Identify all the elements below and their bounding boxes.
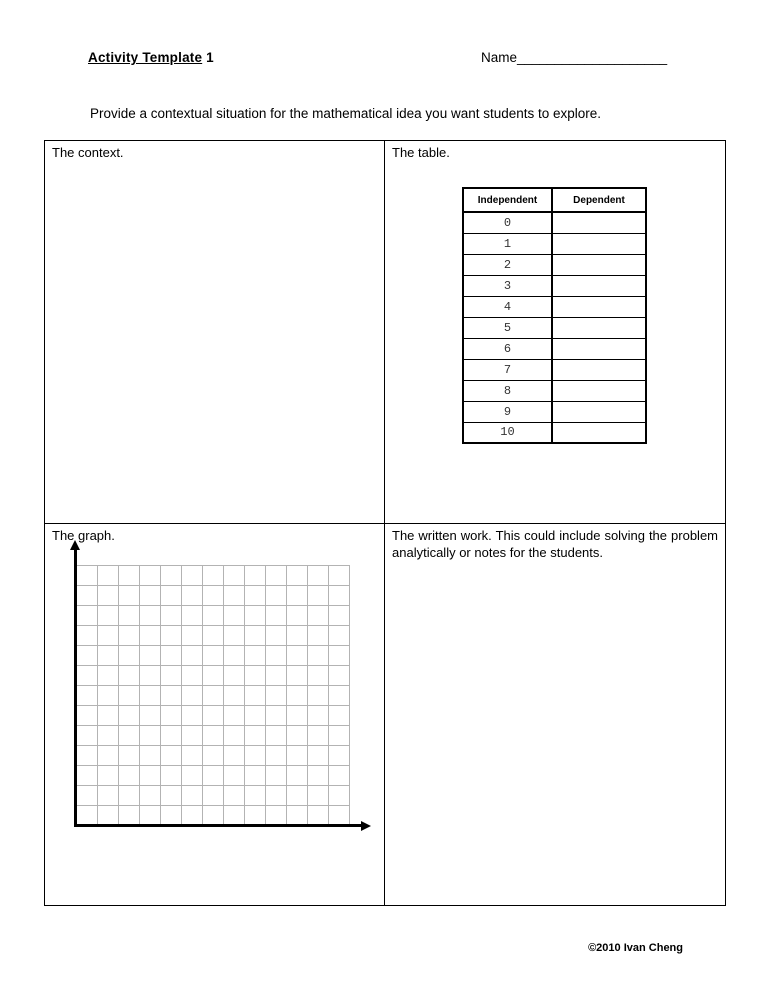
table-row <box>463 317 646 338</box>
graph-cell <box>45 524 385 905</box>
y-axis <box>74 549 77 827</box>
instruction-text: Provide a contextual situation for the mathematical idea you want students to explore. <box>90 106 602 121</box>
independent-cell: 5 <box>463 317 552 338</box>
table-row <box>463 233 646 254</box>
table-row <box>463 212 646 233</box>
independent-cell: 0 <box>463 212 552 233</box>
table-row <box>463 359 646 380</box>
table-row <box>463 380 646 401</box>
independent-cell: 3 <box>463 275 552 296</box>
dependent-cell <box>552 254 646 275</box>
independent-cell: 8 <box>463 380 552 401</box>
independent-cell: 2 <box>463 254 552 275</box>
dependent-cell <box>552 401 646 422</box>
independent-cell: 4 <box>463 296 552 317</box>
independent-dependent-table <box>462 187 647 444</box>
dependent-cell <box>552 233 646 254</box>
graph-grid <box>76 565 350 825</box>
dependent-cell <box>552 212 646 233</box>
independent-cell: 6 <box>463 338 552 359</box>
independent-cell: 10 <box>463 422 552 443</box>
context-label: The context. <box>52 145 124 160</box>
y-axis-arrow-icon <box>70 540 80 550</box>
table-row <box>463 338 646 359</box>
table-row <box>463 254 646 275</box>
dependent-cell <box>552 296 646 317</box>
dependent-header: Dependent <box>552 188 646 212</box>
copyright-text: ©2010 Ivan Cheng <box>588 942 683 954</box>
dependent-cell <box>552 317 646 338</box>
dependent-cell <box>552 422 646 443</box>
dependent-cell <box>552 275 646 296</box>
table-label: The table. <box>392 145 450 160</box>
table-header-row <box>463 188 646 212</box>
title-underlined-text: Activity Template <box>88 50 203 65</box>
context-cell <box>45 141 385 524</box>
x-axis-arrow-icon <box>361 821 371 831</box>
dependent-cell <box>552 338 646 359</box>
independent-cell: 9 <box>463 401 552 422</box>
dependent-cell <box>552 359 646 380</box>
independent-cell: 7 <box>463 359 552 380</box>
table-row <box>463 275 646 296</box>
written-work-text: The written work. This could include solving the problem analytically or notes for the students. <box>392 528 718 560</box>
graph-label: The graph. <box>52 528 115 543</box>
x-axis <box>74 824 361 827</box>
table-row <box>463 296 646 317</box>
worksheet-grid <box>44 140 726 906</box>
table-row <box>463 422 646 443</box>
table-cell <box>385 141 725 524</box>
independent-cell: 1 <box>463 233 552 254</box>
written-work-cell <box>385 524 725 905</box>
dependent-cell <box>552 380 646 401</box>
table-row <box>463 401 646 422</box>
page-title <box>88 50 214 65</box>
title-number: 1 <box>202 50 214 65</box>
name-field: Name____________________ <box>481 50 668 65</box>
independent-header: Independent <box>463 188 552 212</box>
